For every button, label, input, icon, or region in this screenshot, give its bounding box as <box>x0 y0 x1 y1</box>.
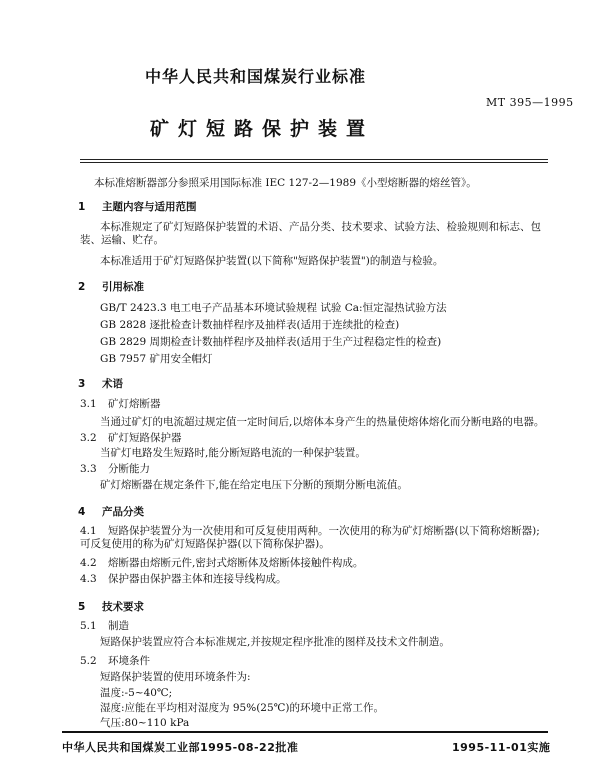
clause-number: 4.1 <box>80 525 97 537</box>
clause-number: 3.2 <box>80 432 97 444</box>
title-rule-upper <box>80 159 548 160</box>
clause-5-2-body: 短路保护装置的使用环境条件为: <box>100 671 251 683</box>
term-3-3-heading <box>80 463 150 476</box>
section-5-heading <box>78 599 144 614</box>
section-2-heading <box>78 279 144 294</box>
clause-text: 保护器由保护器主体和连接导线构成。 <box>108 573 287 585</box>
section-1-paragraph-2: 本标准适用于矿灯短路保护装置(以下简称"短路保护装置")的制造与检验。 <box>100 255 444 267</box>
reference-item: GB/T 2423.3 电工电子产品基本环境试验规程 试验 Ca:恒定湿热试验方法 <box>100 302 447 314</box>
document-title: 矿灯短路保护装置 <box>150 118 375 140</box>
environment-condition: 湿度:应能在平均相对湿度为 95%(25℃)的环境中正常工作。 <box>100 702 385 714</box>
issuing-org-title: 中华人民共和国煤炭行业标准 <box>145 67 367 86</box>
clause-title: 环境条件 <box>108 655 150 667</box>
clause-number: 3.3 <box>80 463 97 475</box>
standard-code: MT 395—1995 <box>486 96 574 109</box>
section-title: 主题内容与适用范围 <box>102 201 197 213</box>
clause-number: 5.2 <box>80 655 97 667</box>
clause-5-2-heading <box>80 655 150 668</box>
environment-condition: 气压:80~110 kPa <box>100 717 190 729</box>
clause-number: 4.3 <box>80 573 97 585</box>
term-3-3-definition: 矿灯熔断器在规定条件下,能在给定电压下分断的预期分断电流值。 <box>100 479 408 491</box>
title-rule-lower <box>80 162 548 163</box>
term-3-1-heading <box>80 398 161 411</box>
section-number: 4 <box>78 506 86 518</box>
approval-statement: 中华人民共和国煤炭工业部1995-08-22批准 <box>62 741 299 754</box>
clause-4-3 <box>80 573 287 586</box>
term-title: 矿灯熔断器 <box>108 398 161 410</box>
section-1-heading <box>78 199 197 214</box>
clause-number: 5.1 <box>80 620 97 632</box>
environment-condition: 温度:-5~40℃; <box>100 687 173 699</box>
reference-item: GB 2829 周期检查计数抽样程序及抽样表(适用于生产过程稳定性的检查) <box>100 336 442 348</box>
clause-number: 3.1 <box>80 398 97 410</box>
term-3-2-heading <box>80 432 182 445</box>
term-title: 矿灯短路保护器 <box>108 432 182 444</box>
clause-title: 制造 <box>108 620 129 632</box>
section-title: 产品分类 <box>102 506 144 518</box>
section-number: 2 <box>78 281 86 293</box>
clause-5-1-body: 短路保护装置应符合本标准规定,并按规定程序批准的图样及技术文件制造。 <box>100 636 450 648</box>
clause-4-1 <box>80 525 550 551</box>
footer-rule <box>62 731 548 733</box>
intro-paragraph: 本标准熔断器部分参照采用国际标准 IEC 127-2—1989《小型熔断器的熔丝管》。 <box>94 177 477 189</box>
clause-text: 短路保护装置分为一次使用和可反复使用两种。一次使用的称为矿灯熔断器(以下简称熔断器);可反复使用的称为矿灯短路保护器(以下简称保护器)。 <box>80 525 540 550</box>
reference-item: GB 7957 矿用安全帽灯 <box>100 353 213 365</box>
section-title: 技术要求 <box>102 601 144 613</box>
section-3-heading <box>78 376 123 391</box>
section-title: 术语 <box>102 378 123 390</box>
clause-4-2 <box>80 557 363 570</box>
term-title: 分断能力 <box>108 463 150 475</box>
section-number: 3 <box>78 378 86 390</box>
section-number: 1 <box>78 201 86 213</box>
clause-number: 4.2 <box>80 557 97 569</box>
section-1-paragraph-1: 本标准规定了矿灯短路保护装置的术语、产品分类、技术要求、试验方法、检验规则和标志、包装、运输、贮存。 <box>80 221 541 246</box>
section-number: 5 <box>78 601 86 613</box>
section-4-heading <box>78 504 144 519</box>
reference-item: GB 2828 逐批检查计数抽样程序及抽样表(适用于连续批的检查) <box>100 319 400 331</box>
term-3-1-definition: 当通过矿灯的电流超过规定值一定时间后,以熔体本身产生的热量使熔体熔化而分断电路的电器。 <box>100 416 545 428</box>
term-3-2-definition: 当矿灯电路发生短路时,能分断短路电流的一种保护装置。 <box>100 447 366 459</box>
section-title: 引用标准 <box>102 281 144 293</box>
clause-5-1-heading <box>80 620 129 633</box>
implementation-date: 1995-11-01实施 <box>452 741 551 754</box>
clause-text: 熔断器由熔断元件,密封式熔断体及熔断体接触件构成。 <box>108 557 364 569</box>
